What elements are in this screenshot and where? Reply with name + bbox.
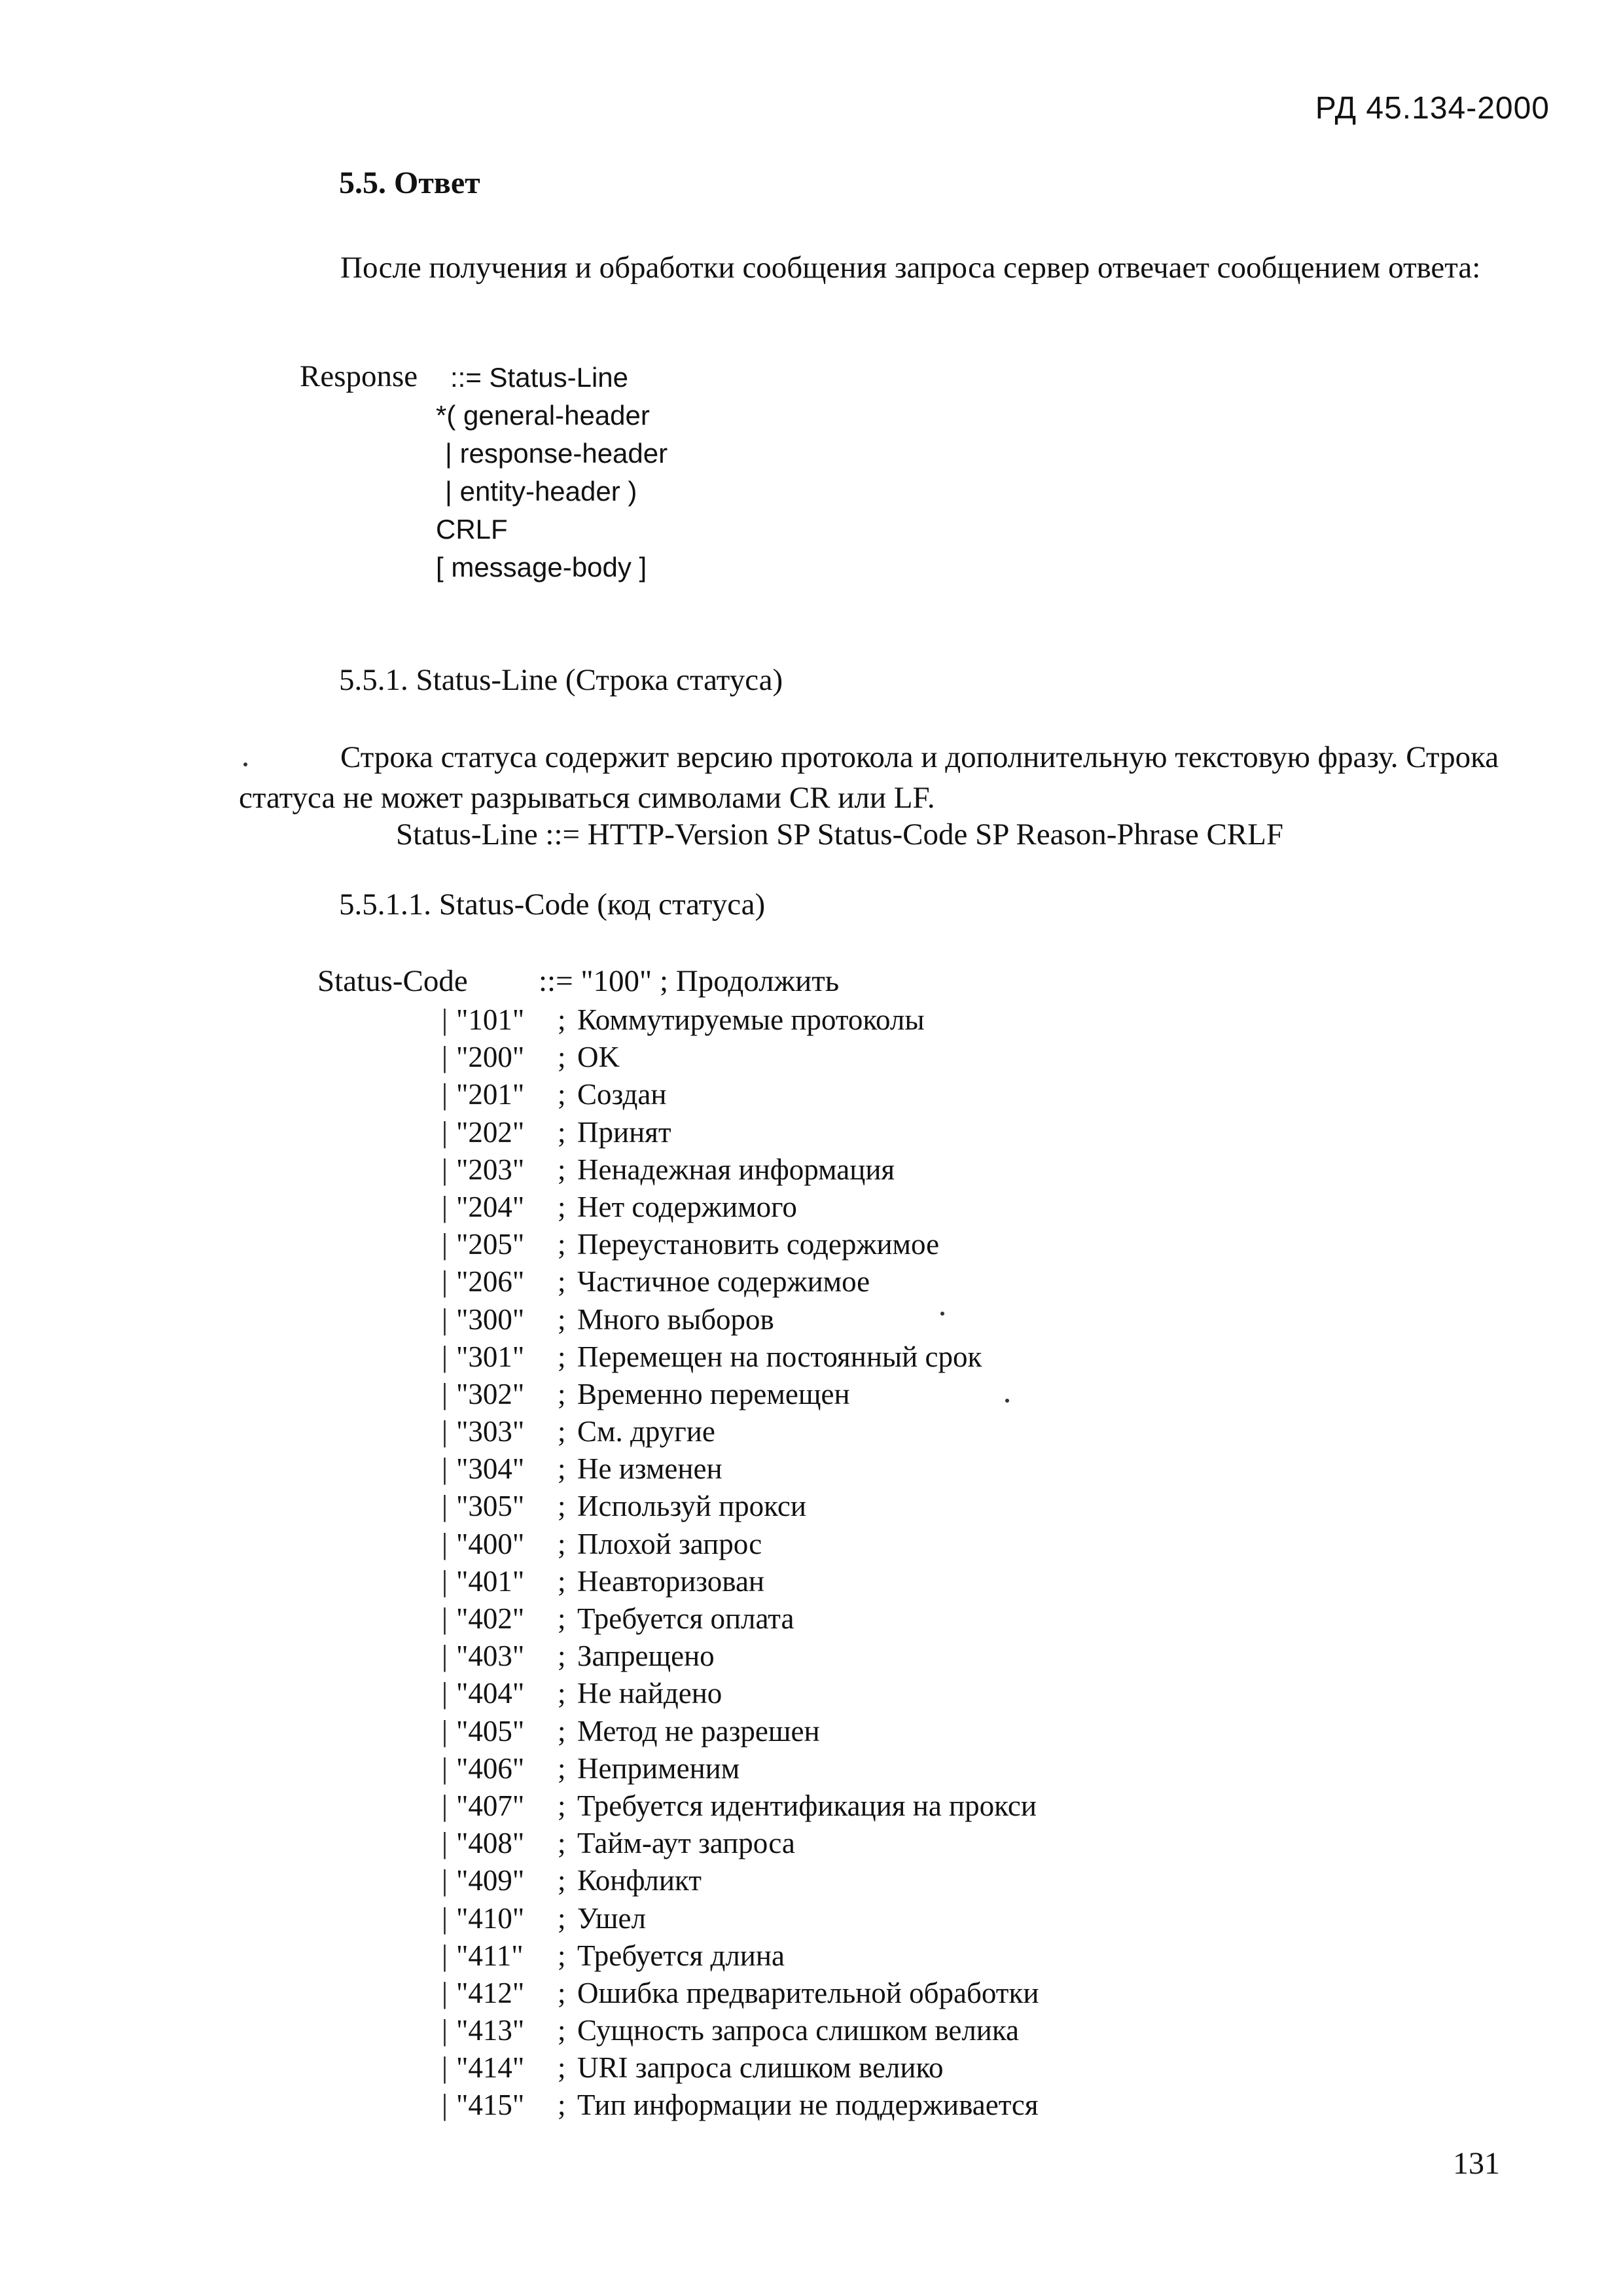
status-code-row	[442, 1900, 1039, 1937]
status-code-separator: ;	[558, 1901, 566, 1935]
status-code-separator: ;	[558, 1602, 566, 1635]
grammar-label: Response	[300, 359, 418, 393]
status-code-row	[442, 1675, 1039, 1712]
status-code-value: "101"	[456, 1003, 525, 1036]
status-code-value: "401"	[456, 1564, 525, 1598]
alternation-bar: |	[442, 1153, 448, 1186]
status-code-description: Коммутируемые протоколы	[577, 1003, 925, 1036]
status-code-value: "413"	[456, 2014, 525, 2047]
status-code-value: "411"	[456, 1939, 524, 1972]
alternation-bar: |	[442, 1527, 448, 1560]
status-code-separator: ;	[558, 1415, 566, 1448]
status-code-row	[442, 1488, 1039, 1525]
status-code-value: "301"	[456, 1340, 525, 1373]
status-code-separator: ;	[558, 1564, 566, 1598]
status-code-separator: ;	[558, 1115, 566, 1149]
status-code-description: Тайм-аут запроса	[577, 1827, 795, 1860]
intro-paragraph	[239, 247, 1515, 288]
status-code-value: "201"	[456, 1078, 525, 1111]
status-code-value: "400"	[456, 1527, 525, 1560]
alternation-bar: |	[442, 1564, 448, 1598]
status-line-paragraph	[239, 737, 1548, 818]
status-code-separator: ;	[558, 2014, 566, 2047]
status-code-description: Перемещен на постоянный срок	[577, 1340, 982, 1373]
status-code-row	[442, 2087, 1039, 2124]
status-code-value: "403"	[456, 1640, 525, 1673]
status-code-value: "205"	[456, 1228, 525, 1261]
status-code-description: Метод не разрешен	[577, 1714, 820, 1748]
status-code-separator: ;	[558, 1190, 566, 1223]
alternation-bar: |	[442, 1115, 448, 1149]
status-code-row	[442, 1376, 1039, 1413]
status-code-value: "206"	[456, 1265, 525, 1299]
alternation-bar: |	[442, 1640, 448, 1673]
status-code-row	[442, 1039, 1039, 1076]
status-code-row	[442, 1975, 1039, 2012]
alternation-bar: |	[442, 2051, 448, 2085]
status-code-value: "408"	[456, 1827, 525, 1860]
alternation-bar: |	[442, 1302, 448, 1336]
status-code-value: "304"	[456, 1452, 525, 1486]
status-code-row	[442, 1076, 1039, 1113]
document-code: РД 45.134-2000	[1315, 91, 1550, 126]
status-code-description: Ошибка предварительной обработки	[577, 1976, 1039, 2009]
status-code-separator: ;	[558, 1377, 566, 1410]
status-code-separator: ;	[558, 1714, 566, 1748]
status-code-row	[442, 2012, 1039, 2049]
status-code-value: "406"	[456, 1751, 525, 1785]
status-code-separator: ;	[558, 1751, 566, 1785]
status-code-value: "305"	[456, 1490, 525, 1523]
status-code-description: Много выборов	[577, 1302, 774, 1336]
alternation-bar: |	[442, 1976, 448, 2009]
status-code-separator: ;	[558, 1677, 566, 1710]
status-code-separator: ;	[558, 1041, 566, 1074]
status-code-description: Требуется оплата	[577, 1602, 794, 1635]
status-code-value: "415"	[456, 2089, 525, 2122]
status-code-row	[442, 1600, 1039, 1638]
status-code-row	[442, 1450, 1039, 1488]
status-code-separator: ;	[558, 2051, 566, 2085]
status-code-separator: ;	[558, 1302, 566, 1336]
status-code-value: "407"	[456, 1789, 525, 1822]
alternation-bar: |	[442, 1827, 448, 1860]
status-code-row	[442, 1563, 1039, 1600]
alternation-bar: |	[442, 1003, 448, 1036]
status-code-first: ::= "100" ; Продолжить	[539, 964, 840, 998]
status-code-description: Требуется идентификация на прокси	[577, 1789, 1037, 1822]
alternation-bar: |	[442, 1602, 448, 1635]
status-code-description: Запрещено	[577, 1640, 715, 1673]
grammar-rule	[436, 359, 668, 586]
status-code-row	[442, 1825, 1039, 1862]
status-code-description: Плохой запрос	[577, 1527, 762, 1560]
status-code-row	[442, 1114, 1039, 1151]
alternation-bar: |	[442, 1901, 448, 1935]
status-code-value: "204"	[456, 1190, 525, 1223]
status-code-value: "404"	[456, 1677, 525, 1710]
status-code-row	[442, 1750, 1039, 1787]
status-code-separator: ;	[558, 1976, 566, 2009]
status-code-row	[442, 1862, 1039, 1899]
status-code-separator: ;	[558, 1153, 566, 1186]
status-code-description: Неприменим	[577, 1751, 740, 1785]
subsection-title-status-code: 5.5.1.1. Status-Code (код статуса)	[339, 888, 766, 922]
status-code-row	[442, 1338, 1039, 1376]
status-code-value: "410"	[456, 1901, 525, 1935]
status-code-value: "402"	[456, 1602, 525, 1635]
scan-speck	[1005, 1399, 1009, 1403]
alternation-bar: |	[442, 1677, 448, 1710]
alternation-bar: |	[442, 1751, 448, 1785]
status-code-value: "202"	[456, 1115, 525, 1149]
status-code-value: "414"	[456, 2051, 525, 2085]
scan-speck	[940, 1312, 944, 1316]
status-code-separator: ;	[558, 1490, 566, 1523]
status-line-rule: Status-Line ::= HTTP-Version SP Status-Code SP Reason-Phrase CRLF	[396, 817, 1284, 852]
status-code-description: Ненадежная информация	[577, 1153, 895, 1186]
alternation-bar: |	[442, 1415, 448, 1448]
status-code-value: "203"	[456, 1153, 525, 1186]
status-code-separator: ;	[558, 1827, 566, 1860]
alternation-bar: |	[442, 1864, 448, 1897]
status-code-row	[442, 1638, 1039, 1675]
status-code-row	[442, 1713, 1039, 1750]
status-code-description: Тип информации не поддерживается	[577, 2089, 1039, 2122]
grammar-line: | entity-header )	[445, 476, 637, 507]
alternation-bar: |	[442, 1714, 448, 1748]
alternation-bar: |	[442, 2089, 448, 2122]
status-code-description: Используй прокси	[577, 1490, 806, 1523]
status-code-value: "405"	[456, 1714, 525, 1748]
status-code-label: Status-Code	[317, 964, 468, 998]
section-title: 5.5. Ответ	[339, 166, 480, 200]
status-code-description: Временно перемещен	[577, 1377, 850, 1410]
status-code-value: "303"	[456, 1415, 525, 1448]
status-code-description: Неавторизован	[577, 1564, 764, 1598]
status-code-separator: ;	[558, 1789, 566, 1822]
status-code-description: Частичное содержимое	[577, 1265, 870, 1299]
status-code-row	[442, 1151, 1039, 1189]
status-line-description: Строка статуса содержит версию протокола и дополнительную текстовую фразу. Строка статуса не может разрываться символами CR или LF.	[239, 740, 1499, 815]
status-code-separator: ;	[558, 1939, 566, 1972]
status-code-value: "300"	[456, 1302, 525, 1336]
status-code-separator: ;	[558, 1452, 566, 1486]
scan-speck	[243, 762, 247, 766]
status-code-separator: ;	[558, 1003, 566, 1036]
status-code-list	[442, 1001, 1039, 2125]
grammar-line: ::= Status-Line	[450, 362, 628, 393]
status-code-separator: ;	[558, 1078, 566, 1111]
status-code-separator: ;	[558, 2089, 566, 2122]
status-code-row	[442, 1787, 1039, 1825]
intro-text: После получения и обработки сообщения запроса сервер отвечает сообщением ответа:	[340, 251, 1481, 285]
status-code-description: Ушел	[577, 1901, 646, 1935]
status-code-row	[442, 1189, 1039, 1226]
alternation-bar: |	[442, 1078, 448, 1111]
status-code-value: "409"	[456, 1864, 525, 1897]
status-code-description: Конфликт	[577, 1864, 702, 1897]
status-code-separator: ;	[558, 1640, 566, 1673]
status-code-description: URI запроса слишком велико	[577, 2051, 944, 2085]
grammar-line: *( general-header	[436, 400, 650, 431]
alternation-bar: |	[442, 1490, 448, 1523]
status-code-description: Нет содержимого	[577, 1190, 797, 1223]
status-code-row	[442, 1226, 1039, 1263]
status-code-description: Сущность запроса слишком велика	[577, 2014, 1020, 2047]
alternation-bar: |	[442, 1041, 448, 1074]
status-code-description: Принят	[577, 1115, 671, 1149]
status-code-separator: ;	[558, 1864, 566, 1897]
grammar-line: | response-header	[445, 438, 668, 469]
status-code-row	[442, 2049, 1039, 2087]
status-code-value: "302"	[456, 1377, 525, 1410]
status-code-row	[442, 1263, 1039, 1300]
status-code-separator: ;	[558, 1228, 566, 1261]
alternation-bar: |	[442, 2014, 448, 2047]
status-code-description: Создан	[577, 1078, 667, 1111]
subsection-title-status-line: 5.5.1. Status-Line (Строка статуса)	[339, 663, 783, 697]
status-code-separator: ;	[558, 1265, 566, 1299]
alternation-bar: |	[442, 1340, 448, 1373]
status-code-separator: ;	[558, 1527, 566, 1560]
status-code-description: OK	[577, 1041, 620, 1074]
status-code-description: Не найдено	[577, 1677, 722, 1710]
status-code-value: "200"	[456, 1041, 525, 1074]
status-code-row	[442, 1301, 1039, 1338]
alternation-bar: |	[442, 1452, 448, 1486]
status-code-description: См. другие	[577, 1415, 715, 1448]
grammar-line: CRLF	[436, 514, 508, 545]
status-code-value: "412"	[456, 1976, 525, 2009]
status-code-row	[442, 1001, 1039, 1039]
alternation-bar: |	[442, 1265, 448, 1299]
status-code-description: Требуется длина	[577, 1939, 785, 1972]
page-number: 131	[1453, 2146, 1500, 2181]
status-code-separator: ;	[558, 1340, 566, 1373]
status-code-row	[442, 1413, 1039, 1450]
alternation-bar: |	[442, 1228, 448, 1261]
status-code-description: Не изменен	[577, 1452, 722, 1486]
alternation-bar: |	[442, 1939, 448, 1972]
alternation-bar: |	[442, 1190, 448, 1223]
status-code-row	[442, 1526, 1039, 1563]
status-code-description: Переустановить содержимое	[577, 1228, 940, 1261]
alternation-bar: |	[442, 1377, 448, 1410]
grammar-line: [ message-body ]	[436, 552, 647, 583]
status-code-row	[442, 1937, 1039, 1975]
alternation-bar: |	[442, 1789, 448, 1822]
